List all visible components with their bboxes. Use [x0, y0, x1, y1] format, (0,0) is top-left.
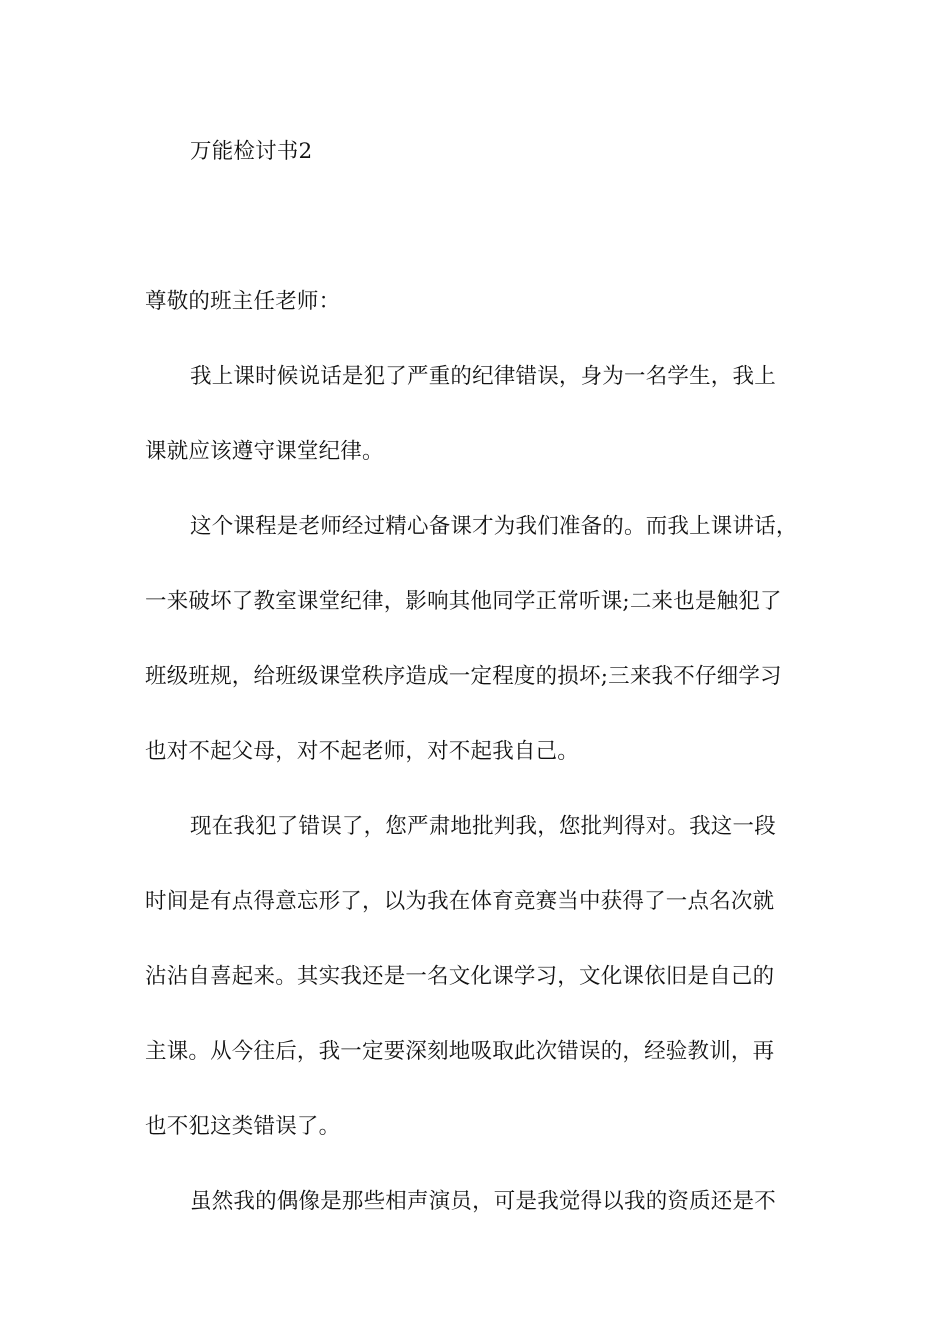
salutation: 尊敬的班主任老师： [145, 289, 341, 314]
paragraph-2-line-4: 也对不起父母，对不起老师，对不起我自己。 [145, 739, 580, 764]
paragraph-3-line-3: 沾沾自喜起来。其实我还是一名文化课学习，文化课依旧是自己的 [145, 964, 775, 989]
paragraph-3-line-1: 现在我犯了错误了，您严肃地批判我，您批判得对。我这一段 [190, 814, 776, 839]
paragraph-3-line-4: 主课。从今往后，我一定要深刻地吸取此次错误的，经验教训，再 [145, 1039, 775, 1064]
paragraph-2-line-3: 班级班规，给班级课堂秩序造成一定程度的损坏;三来我不仔细学习 [145, 664, 782, 689]
paragraph-2-line-1: 这个课程是老师经过精心备课才为我们准备的。而我上课讲话， [190, 514, 798, 539]
paragraph-4-line-1: 虽然我的偶像是那些相声演员，可是我觉得以我的资质还是不 [190, 1189, 776, 1214]
paragraph-1-line-2: 课就应该遵守课堂纪律。 [145, 439, 384, 464]
paragraph-1-line-1: 我上课时候说话是犯了严重的纪律错误，身为一名学生，我上 [190, 364, 776, 389]
paragraph-3-line-5: 也不犯这类错误了。 [145, 1114, 341, 1139]
paragraph-2-line-2: 一来破坏了教室课堂纪律，影响其他同学正常听课;二来也是触犯了 [145, 589, 782, 614]
paragraph-3-line-2: 时间是有点得意忘形了，以为我在体育竞赛当中获得了一点名次就 [145, 889, 775, 914]
document-title: 万能检讨书2 [190, 139, 313, 164]
